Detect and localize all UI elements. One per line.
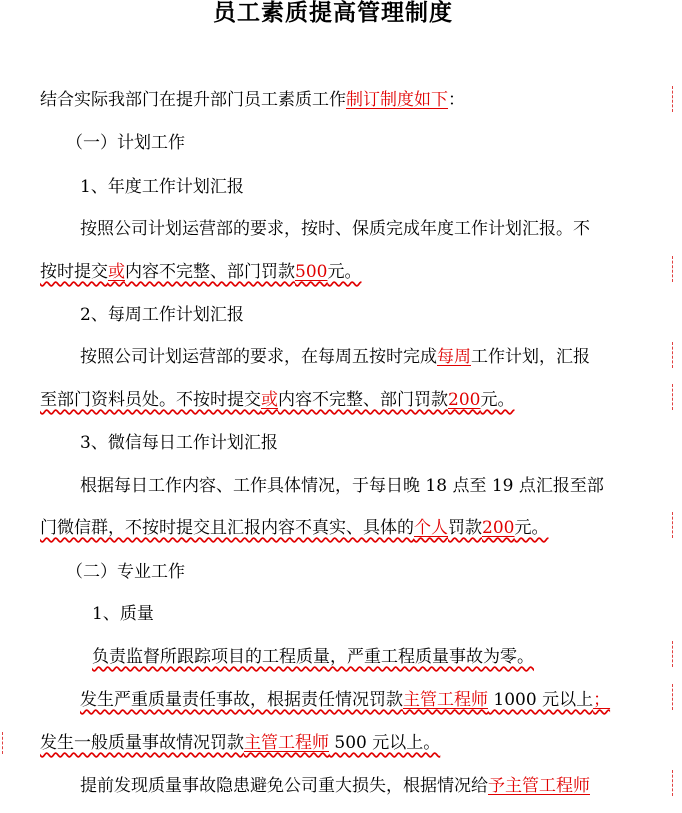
text: 1000 元以上	[488, 690, 594, 710]
item-text-line	[40, 261, 361, 283]
revision-insert: 每周	[437, 347, 471, 367]
item-text-line: 负责监督所跟踪项目的工程质量，严重工程质量事故为零。	[92, 647, 534, 667]
change-bar	[2, 732, 4, 754]
text: 内容不完整、部门罚款	[278, 390, 448, 410]
revision-insert: ；	[593, 690, 611, 710]
item-text-line	[80, 775, 590, 797]
section-heading: （二）专业工作	[66, 562, 185, 582]
change-bar	[672, 86, 674, 112]
intro-text: 结合实际我部门在提升部门员工素质工作	[40, 90, 346, 110]
section-heading: （一）计划工作	[66, 133, 185, 153]
item-text-line: 根据每日工作内容、工作具体情况，于每日晚 18 点至 19 点汇报至部	[80, 476, 604, 496]
item-text-line	[40, 732, 440, 754]
text: 元。	[480, 390, 515, 410]
revision-insert: 或	[108, 262, 125, 282]
revision-insert: 予主管工程师	[488, 776, 590, 796]
text: 元。	[327, 262, 362, 282]
revision-insert: 200	[448, 390, 481, 410]
revision-insert: 制订制度如下	[346, 90, 448, 110]
change-bar	[672, 512, 674, 538]
text: 至部门资料员处。不按时提交	[40, 390, 261, 410]
change-bar	[672, 342, 674, 368]
change-bar	[672, 256, 674, 282]
change-bar	[672, 641, 674, 667]
revision-insert: 200	[482, 518, 515, 538]
text: 罚款	[448, 518, 482, 538]
text: 按时提交	[40, 262, 108, 282]
item-text-line: 按照公司计划运营部的要求，按时、保质完成年度工作计划汇报。不	[80, 219, 590, 239]
change-bar	[672, 770, 674, 796]
item-title: 1、年度工作计划汇报	[80, 177, 244, 197]
item-title: 2、每周工作计划汇报	[80, 305, 244, 325]
change-bar	[672, 384, 674, 410]
item-text-line	[80, 689, 610, 711]
text: 发生严重质量责任事故，根据责任情况罚款	[80, 690, 403, 710]
change-bar	[672, 684, 674, 710]
revision-insert: 个人	[414, 518, 448, 538]
text: 按照公司计划运营部的要求，在每周五按时完成	[80, 347, 437, 367]
text: 提前发现质量事故隐患避免公司重大损失，根据情况给	[80, 776, 488, 796]
item-title: 1、质量	[92, 604, 154, 624]
text: 工作计划，汇报	[471, 347, 590, 367]
text: 元。	[514, 518, 549, 538]
text: 门微信群，不按时提交且汇报内容不真实、具体的	[40, 518, 414, 538]
revision-insert: 主管工程师	[403, 690, 488, 710]
revision-insert: 主管工程师	[244, 733, 329, 753]
document-title: 员工素质提高管理制度	[213, 0, 453, 26]
revision-insert: 500	[295, 262, 328, 282]
intro-colon: ：	[448, 90, 465, 110]
item-text-line	[80, 346, 590, 368]
text: 内容不完整、部门罚款	[125, 262, 295, 282]
item-title: 3、微信每日工作计划汇报	[80, 433, 278, 453]
item-text-line	[40, 389, 514, 411]
revision-insert: 或	[261, 390, 278, 410]
item-text-line	[40, 517, 548, 539]
text: 500 元以上。	[329, 733, 441, 753]
text: 发生一般质量事故情况罚款	[40, 733, 244, 753]
intro-paragraph	[40, 89, 465, 111]
